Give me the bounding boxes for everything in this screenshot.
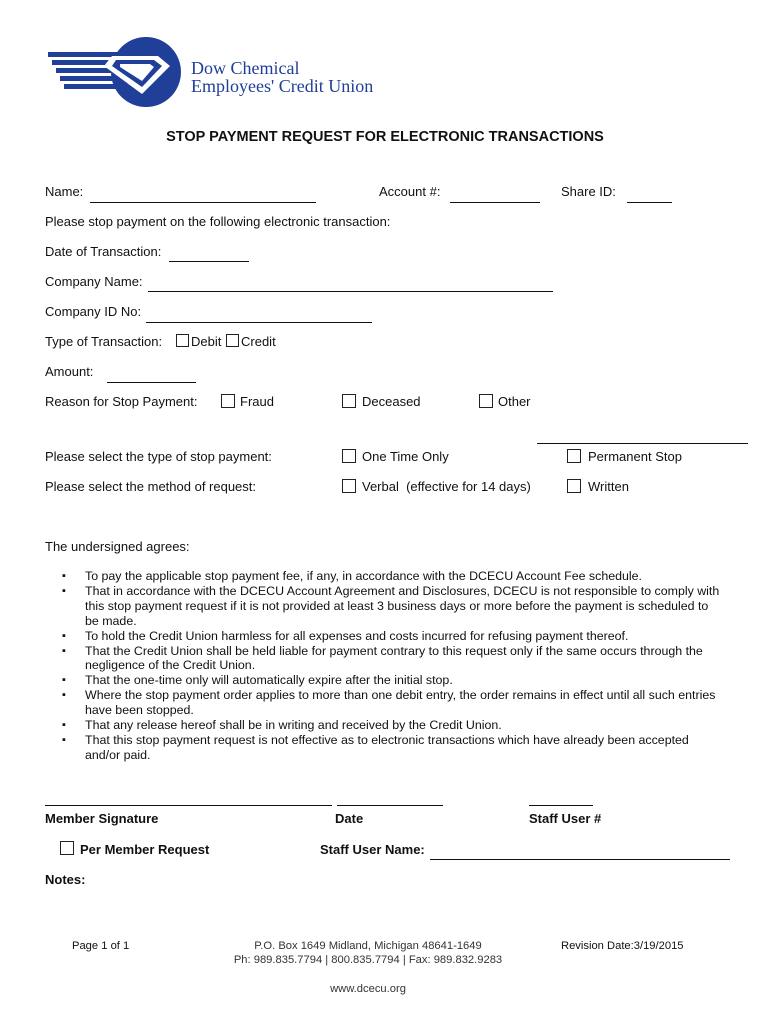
- intro-text: Please stop payment on the following electronic transaction:: [45, 214, 391, 229]
- company-id-field[interactable]: [146, 322, 372, 323]
- fraud-checkbox[interactable]: [221, 394, 235, 408]
- revision-date: Revision Date:3/19/2015: [561, 940, 684, 952]
- verbal-checkbox[interactable]: [342, 479, 356, 493]
- permanent-checkbox[interactable]: [567, 449, 581, 463]
- other-reason-field[interactable]: [537, 443, 748, 444]
- staff-user-field[interactable]: [529, 805, 593, 806]
- written-label: Written: [588, 479, 629, 494]
- stop-type-label: Please select the type of stop payment:: [45, 449, 272, 464]
- debit-checkbox[interactable]: [176, 334, 189, 347]
- signature-date-label: Date: [335, 811, 364, 826]
- deceased-label: Deceased: [362, 394, 421, 409]
- list-item: ▪ That in accordance with the DCECU Account Agreement and Disclosures, DCECU is not responsible to comply with this stop payment request if it is not provided at least 3 business days or more before the payment is scheduled to be made.: [62, 584, 722, 629]
- debit-label: Debit: [191, 334, 222, 349]
- verbal-label: Verbal (effective for 14 days): [362, 479, 531, 494]
- list-item: ▪ That the Credit Union shall be held liable for payment contrary to this request only if the same occurs through the negligence of the Credit Union.: [62, 644, 722, 674]
- company-name-label: Company Name:: [45, 274, 143, 289]
- credit-checkbox[interactable]: [226, 334, 239, 347]
- reason-label: Reason for Stop Payment:: [45, 394, 198, 409]
- fraud-label: Fraud: [240, 394, 274, 409]
- method-label: Please select the method of request:: [45, 479, 257, 494]
- account-field[interactable]: [450, 202, 540, 203]
- date-field[interactable]: [169, 261, 249, 262]
- credit-label: Credit: [241, 334, 276, 349]
- amount-field[interactable]: [107, 382, 196, 383]
- name-field[interactable]: [90, 202, 316, 203]
- date-signature-field[interactable]: [337, 805, 443, 806]
- company-name-field[interactable]: [148, 291, 553, 292]
- staff-user-label: Staff User #: [529, 811, 602, 826]
- amount-label: Amount:: [45, 364, 94, 379]
- member-signature-label: Member Signature: [45, 811, 159, 826]
- staff-user-name-field[interactable]: [430, 859, 730, 860]
- list-item: ▪ Where the stop payment order applies to more than one debit entry, the order remains in effect until all such entries have been stopped.: [62, 688, 722, 718]
- staff-user-name-label: Staff User Name:: [320, 842, 425, 857]
- logo-line2: Employees' Credit Union: [191, 76, 374, 96]
- company-id-label: Company ID No:: [45, 304, 142, 319]
- agreement-list: [62, 569, 722, 763]
- other-checkbox[interactable]: [479, 394, 493, 408]
- notes-label: Notes:: [45, 872, 86, 887]
- name-label: Name:: [45, 184, 84, 199]
- list-item: ▪ That any release hereof shall be in writing and received by the Credit Union.: [62, 718, 722, 733]
- share-id-label: Share ID:: [561, 184, 616, 199]
- other-label: Other: [498, 394, 531, 409]
- one-time-checkbox[interactable]: [342, 449, 356, 463]
- logo: [46, 36, 406, 108]
- list-item: ▪ To pay the applicable stop payment fee, if any, in accordance with the DCECU Account Fee schedule.: [62, 569, 722, 584]
- permanent-label: Permanent Stop: [588, 449, 682, 464]
- deceased-checkbox[interactable]: [342, 394, 356, 408]
- share-id-field[interactable]: [627, 202, 672, 203]
- per-member-request-label: Per Member Request: [80, 842, 210, 857]
- footer-address: P.O. Box 1649 Midland, Michigan 48641-1649: [254, 940, 482, 952]
- member-signature-field[interactable]: [45, 805, 332, 806]
- logo-emblem-icon: [46, 36, 186, 108]
- per-member-request-checkbox[interactable]: [60, 841, 74, 855]
- list-item: ▪ That this stop payment request is not effective as to electronic transactions which have already been accepted and/or paid.: [62, 733, 722, 763]
- page-title: STOP PAYMENT REQUEST FOR ELECTRONIC TRANSACTIONS: [166, 129, 604, 145]
- footer-phones: Ph: 989.835.7794 | 800.835.7794 | Fax: 989.832.9283: [233, 954, 503, 966]
- account-label: Account #:: [379, 184, 441, 199]
- list-item: ▪ That the one-time only will automatically expire after the initial stop.: [62, 673, 722, 688]
- type-label: Type of Transaction:: [45, 334, 163, 349]
- footer-website[interactable]: www.dcecu.org: [330, 983, 406, 995]
- list-item: ▪ To hold the Credit Union harmless for all expenses and costs incurred for refusing payment thereof.: [62, 629, 722, 644]
- written-checkbox[interactable]: [567, 479, 581, 493]
- date-label: Date of Transaction:: [45, 244, 162, 259]
- logo-line1: Dow Chemical: [191, 58, 300, 78]
- one-time-label: One Time Only: [362, 449, 449, 464]
- agreement-heading: The undersigned agrees:: [45, 539, 190, 554]
- page-number: Page 1 of 1: [72, 940, 130, 952]
